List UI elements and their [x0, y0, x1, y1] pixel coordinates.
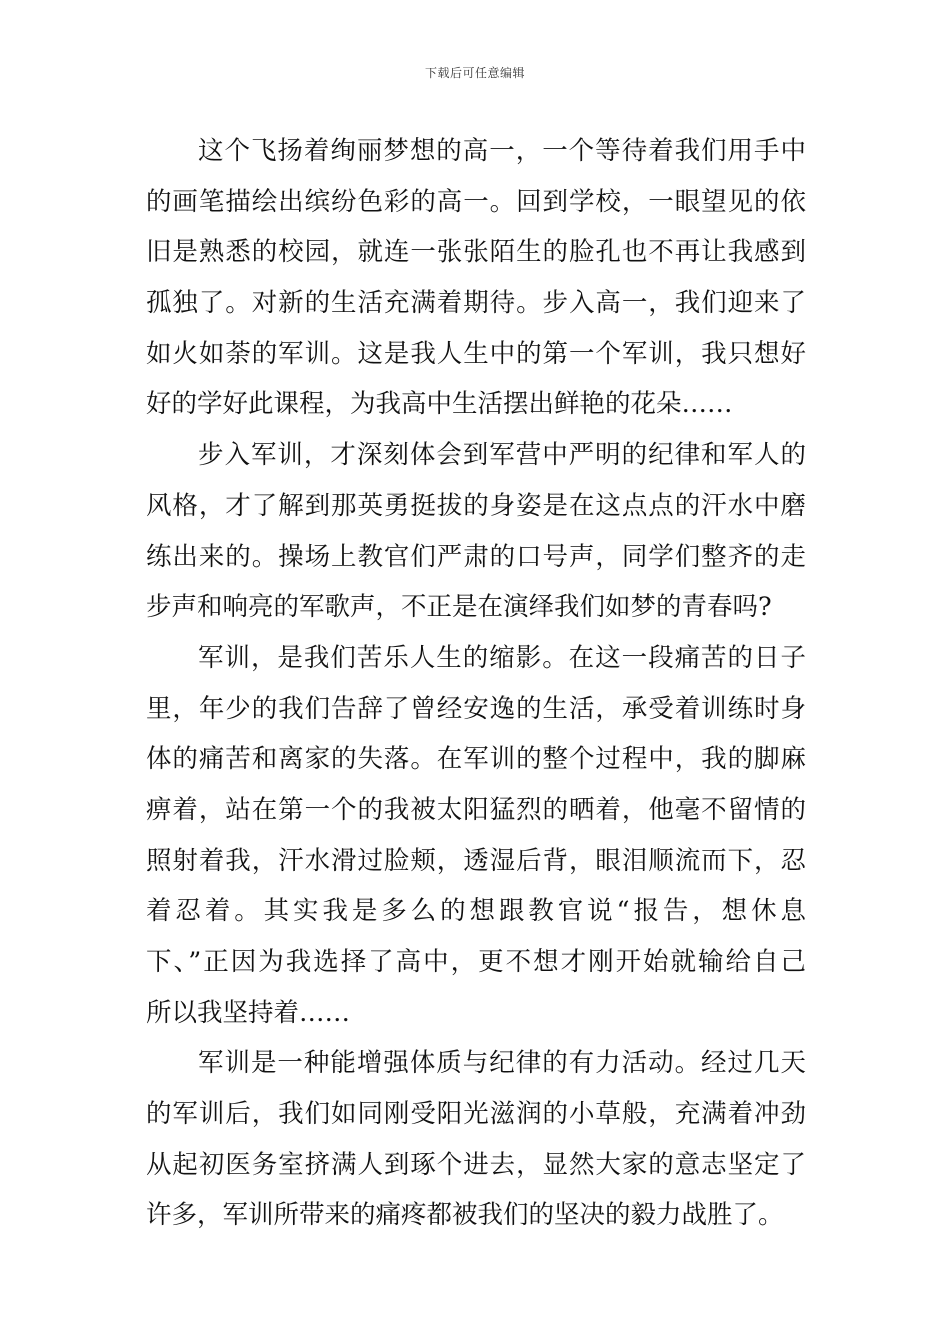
text-line: 所以我坚持着……	[146, 997, 351, 1028]
text-line: 步声和响亮的军歌声，不正是在演绎我们如梦的青春吗?	[146, 592, 772, 623]
text-line: 步入军训，才深刻体会到军营中严明的纪律和军人的	[198, 440, 806, 471]
text-line: 旧是熟悉的校园，就连一张张陌生的脸孔也不再让我感到	[146, 237, 806, 268]
text-line: 照射着我，汗水滑过脸颊，透湿后背，眼泪顺流而下，忍	[146, 845, 806, 876]
text-line: 里，年少的我们告辞了曾经安逸的生活，承受着训练时身	[146, 693, 806, 724]
text-line: 下、”正因为我选择了高中，更不想才刚开始就输给自己	[146, 947, 806, 977]
text-line: 体的痛苦和离家的失落。在军训的整个过程中，我的脚麻	[146, 744, 806, 775]
text-line: 如火如荼的军训。这是我人生中的第一个军训，我只想好	[146, 338, 806, 369]
text-line: 这个飞扬着绚丽梦想的高一，一个等待着我们用手中	[198, 136, 806, 166]
text-line: 的军训后，我们如同刚受阳光滋润的小草般，充满着冲劲	[146, 1099, 806, 1130]
text-line: 从起初医务室挤满人到琢个进去，显然大家的意志坚定了	[146, 1149, 806, 1180]
text-line: 练出来的。操场上教官们严肃的口号声，同学们整齐的走	[146, 541, 806, 572]
text-line: 的画笔描绘出缤纷色彩的高一。回到学校，一眼望见的依	[146, 186, 806, 217]
text-line: 好的学好此课程，为我高中生活摆出鲜艳的花朵……	[146, 389, 733, 420]
text-line: 许多，军训所带来的痛疼都被我们的坚决的毅力战胜了。	[146, 1200, 784, 1231]
text-line: 风格，才了解到那英勇挺拔的身姿是在这点点的汗水中磨	[146, 490, 806, 521]
text-line: 孤独了。对新的生活充满着期待。步入高一，我们迎来了	[146, 288, 806, 319]
text-line: 痹着，站在第一个的我被太阳猛烈的晒着，他毫不留情的	[146, 794, 806, 825]
page-header: 下载后可任意编辑	[424, 66, 525, 80]
document-body	[146, 126, 806, 1241]
text-line: 军训，是我们苦乐人生的缩影。在这一段痛苦的日子	[198, 642, 806, 673]
text-line: 着忍着。其实我是多么的想跟教官说“报告，想休息	[146, 896, 806, 927]
text-line: 军训是一种能增强体质与纪律的有力活动。经过几天	[198, 1048, 806, 1079]
